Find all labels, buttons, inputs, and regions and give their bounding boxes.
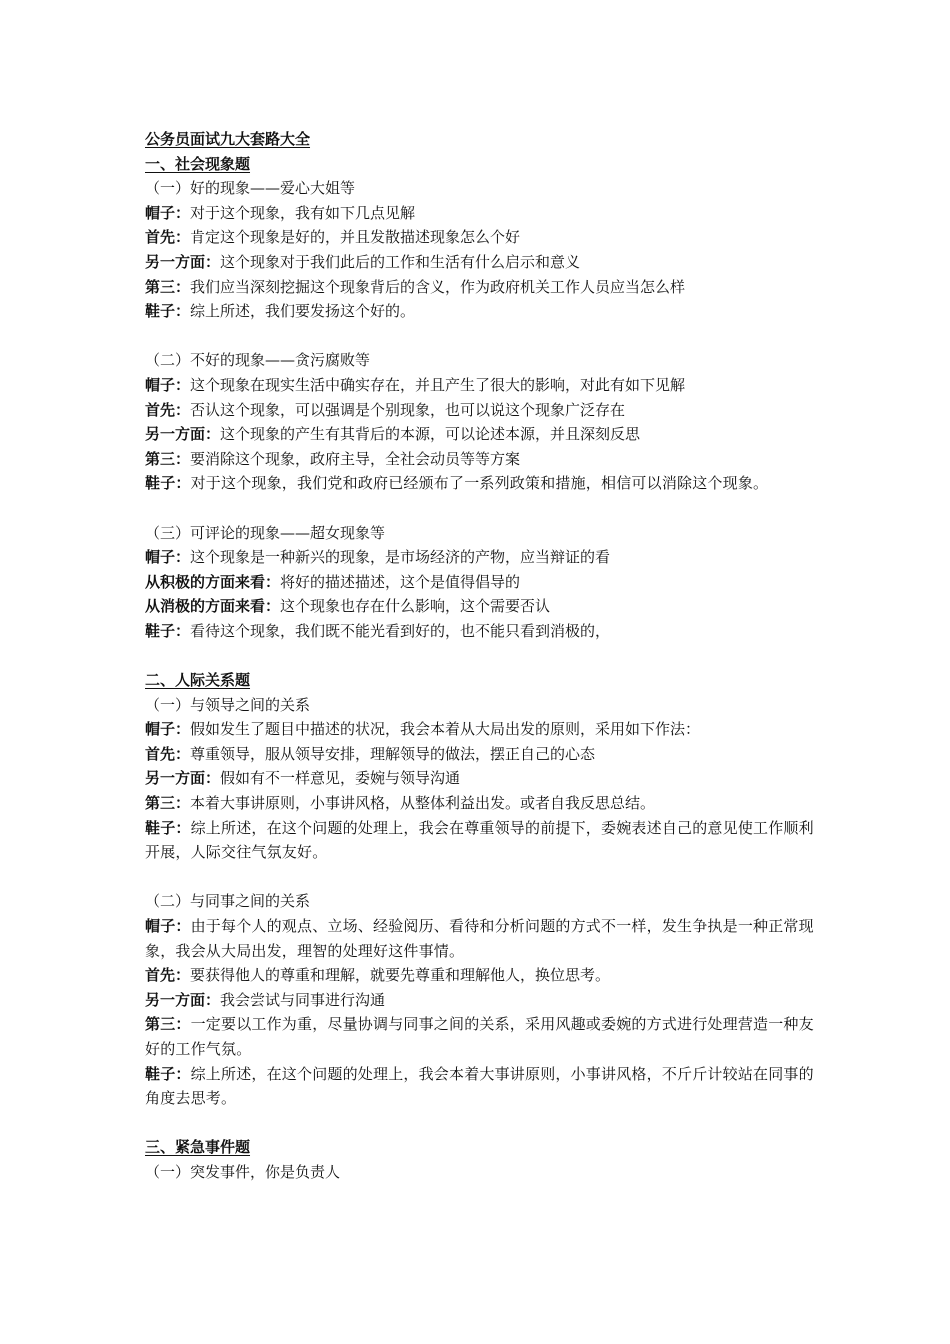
paragraph-text: 这个现象是一种新兴的现象，是市场经济的产物，应当辩证的看 xyxy=(190,548,611,567)
paragraph xyxy=(145,816,815,865)
paragraph-label: 另一方面： xyxy=(145,252,221,271)
paragraph xyxy=(145,299,815,324)
paragraph-label: 第三： xyxy=(145,1015,191,1034)
paragraph-text: 综上所述，在这个问题的处理上，我会在尊重领导的前提下，委婉表述自己的意见使工作顺利开展，人际交往气氛友好。 xyxy=(145,818,814,862)
paragraph xyxy=(145,275,815,300)
paragraph xyxy=(145,914,815,963)
paragraph-text: 对于这个现象，我们党和政府已经颁布了一系列政策和措施，相信可以消除这个现象。 xyxy=(190,474,769,493)
paragraph-text: 尊重领导，服从领导安排，理解领导的做法，摆正自己的心态 xyxy=(190,744,596,763)
paragraph-text: 我们应当深刻挖掘这个现象背后的含义，作为政府机关工作人员应当怎么样 xyxy=(190,277,686,296)
paragraph-text: 这个现象在现实生活中确实存在，并且产生了很大的影响，对此有如下见解 xyxy=(190,375,686,394)
paragraph-text: 这个现象也存在什么影响，这个需要否认 xyxy=(280,597,551,616)
paragraph xyxy=(145,545,815,570)
paragraph-text: 一定要以工作为重，尽量协调与同事之间的关系，采用风趣或委婉的方式进行处理营造一种友好的工作气氛。 xyxy=(145,1015,814,1058)
paragraph xyxy=(145,447,815,472)
paragraph-text: 假如有不一样意见，委婉与领导沟通 xyxy=(220,769,461,788)
paragraph-text: 否认这个现象，可以强调是个别现象，也可以说这个现象广泛存在 xyxy=(190,400,626,419)
paragraph-label: 鞋子： xyxy=(145,474,191,493)
subsection-title: （一）突发事件，你是负责人 xyxy=(145,1162,341,1181)
paragraph-text: 假如发生了题目中描述的状况，我会本着从大局出发的原则，采用如下作法： xyxy=(190,720,701,739)
blank-line xyxy=(145,643,815,668)
blank-line xyxy=(145,865,815,890)
subsection-title: （三）可评论的现象——超女现象等 xyxy=(145,523,386,542)
paragraph-label: 帽子： xyxy=(145,720,191,739)
subsection-title: （二）不好的现象——贪污腐败等 xyxy=(145,351,371,370)
blank-line xyxy=(145,496,815,521)
paragraph-text: 对于这个现象，我有如下几点见解 xyxy=(190,203,416,222)
paragraph-text: 本着大事讲原则，小事讲风格，从整体利益出发。或者自我反思总结。 xyxy=(190,794,656,813)
paragraph-label: 帽子： xyxy=(145,548,191,567)
paragraph xyxy=(145,1062,815,1111)
paragraph-label: 从积极的方面来看： xyxy=(145,572,281,591)
paragraph xyxy=(145,594,815,619)
section-heading: 三、紧急事件题 xyxy=(145,1138,251,1157)
paragraph xyxy=(145,422,815,447)
paragraph xyxy=(145,201,815,226)
paragraph-label: 第三： xyxy=(145,794,191,813)
subsection-title: （一）与领导之间的关系 xyxy=(145,695,311,714)
paragraph-text: 这个现象的产生有其背后的本源，可以论述本源，并且深刻反思 xyxy=(220,425,641,444)
paragraph xyxy=(145,1012,815,1061)
paragraph xyxy=(145,717,815,742)
paragraph xyxy=(145,398,815,423)
paragraph xyxy=(145,373,815,398)
subsection-title: （二）与同事之间的关系 xyxy=(145,892,311,911)
paragraph-text: 综上所述，我们要发扬这个好的。 xyxy=(190,302,416,321)
paragraph xyxy=(145,791,815,816)
blank-line xyxy=(145,324,815,349)
blank-line xyxy=(145,1111,815,1136)
paragraph-text: 将好的描述描述，这个是值得倡导的 xyxy=(280,572,521,591)
paragraph-text: 要消除这个现象，政府主导，全社会动员等等方案 xyxy=(190,449,521,468)
paragraph-label: 另一方面： xyxy=(145,990,221,1009)
paragraph-label: 帽子： xyxy=(145,203,191,222)
paragraph-label: 鞋子： xyxy=(145,621,191,640)
paragraph xyxy=(145,963,815,988)
document-title: 公务员面试九大套路大全 xyxy=(145,130,311,148)
paragraph xyxy=(145,225,815,250)
paragraph-label: 鞋子： xyxy=(145,818,191,837)
paragraph xyxy=(145,570,815,595)
paragraph-text: 综上所述，在这个问题的处理上，我会本着大事讲原则，小事讲风格，不斤斤计较站在同事的角度去思考。 xyxy=(145,1064,814,1108)
paragraph-label: 第三： xyxy=(145,449,191,468)
paragraph-label: 帽子： xyxy=(145,375,191,394)
paragraph-label: 另一方面： xyxy=(145,769,221,788)
paragraph-label: 另一方面： xyxy=(145,425,221,444)
paragraph xyxy=(145,988,815,1013)
paragraph-label: 首先： xyxy=(145,966,191,985)
paragraph-text: 要获得他人的尊重和理解，就要先尊重和理解他人，换位思考。 xyxy=(190,966,611,985)
section-heading: 二、人际关系题 xyxy=(145,671,251,690)
paragraph-label: 首先： xyxy=(145,744,191,763)
paragraph-label: 鞋子： xyxy=(145,302,191,321)
paragraph-text: 肯定这个现象是好的，并且发散描述现象怎么个好 xyxy=(190,228,521,247)
paragraph-label: 帽子： xyxy=(145,917,191,935)
paragraph-text: 我会尝试与同事进行沟通 xyxy=(220,990,386,1009)
section-heading: 一、社会现象题 xyxy=(145,154,251,173)
paragraph-text: 看待这个现象，我们既不能光看到好的，也不能只看到消极的， xyxy=(190,621,611,640)
subsection-title: （一）好的现象——爱心大姐等 xyxy=(145,179,356,198)
paragraph xyxy=(145,250,815,275)
paragraph xyxy=(145,766,815,791)
paragraph-text: 这个现象对于我们此后的工作和生活有什么启示和意义 xyxy=(220,252,581,271)
paragraph xyxy=(145,619,815,644)
paragraph xyxy=(145,742,815,767)
paragraph-label: 首先： xyxy=(145,228,191,247)
paragraph-text: 由于每个人的观点、立场、经验阅历、看待和分析问题的方式不一样，发生争执是一种正常现象，我会从大局出发，理智的处理好这件事情。 xyxy=(145,917,814,960)
document-page xyxy=(145,127,815,1185)
paragraph-label: 第三： xyxy=(145,277,191,296)
paragraph-label: 鞋子： xyxy=(145,1064,191,1083)
paragraph-label: 从消极的方面来看： xyxy=(145,597,281,616)
paragraph-label: 首先： xyxy=(145,400,191,419)
paragraph xyxy=(145,471,815,496)
